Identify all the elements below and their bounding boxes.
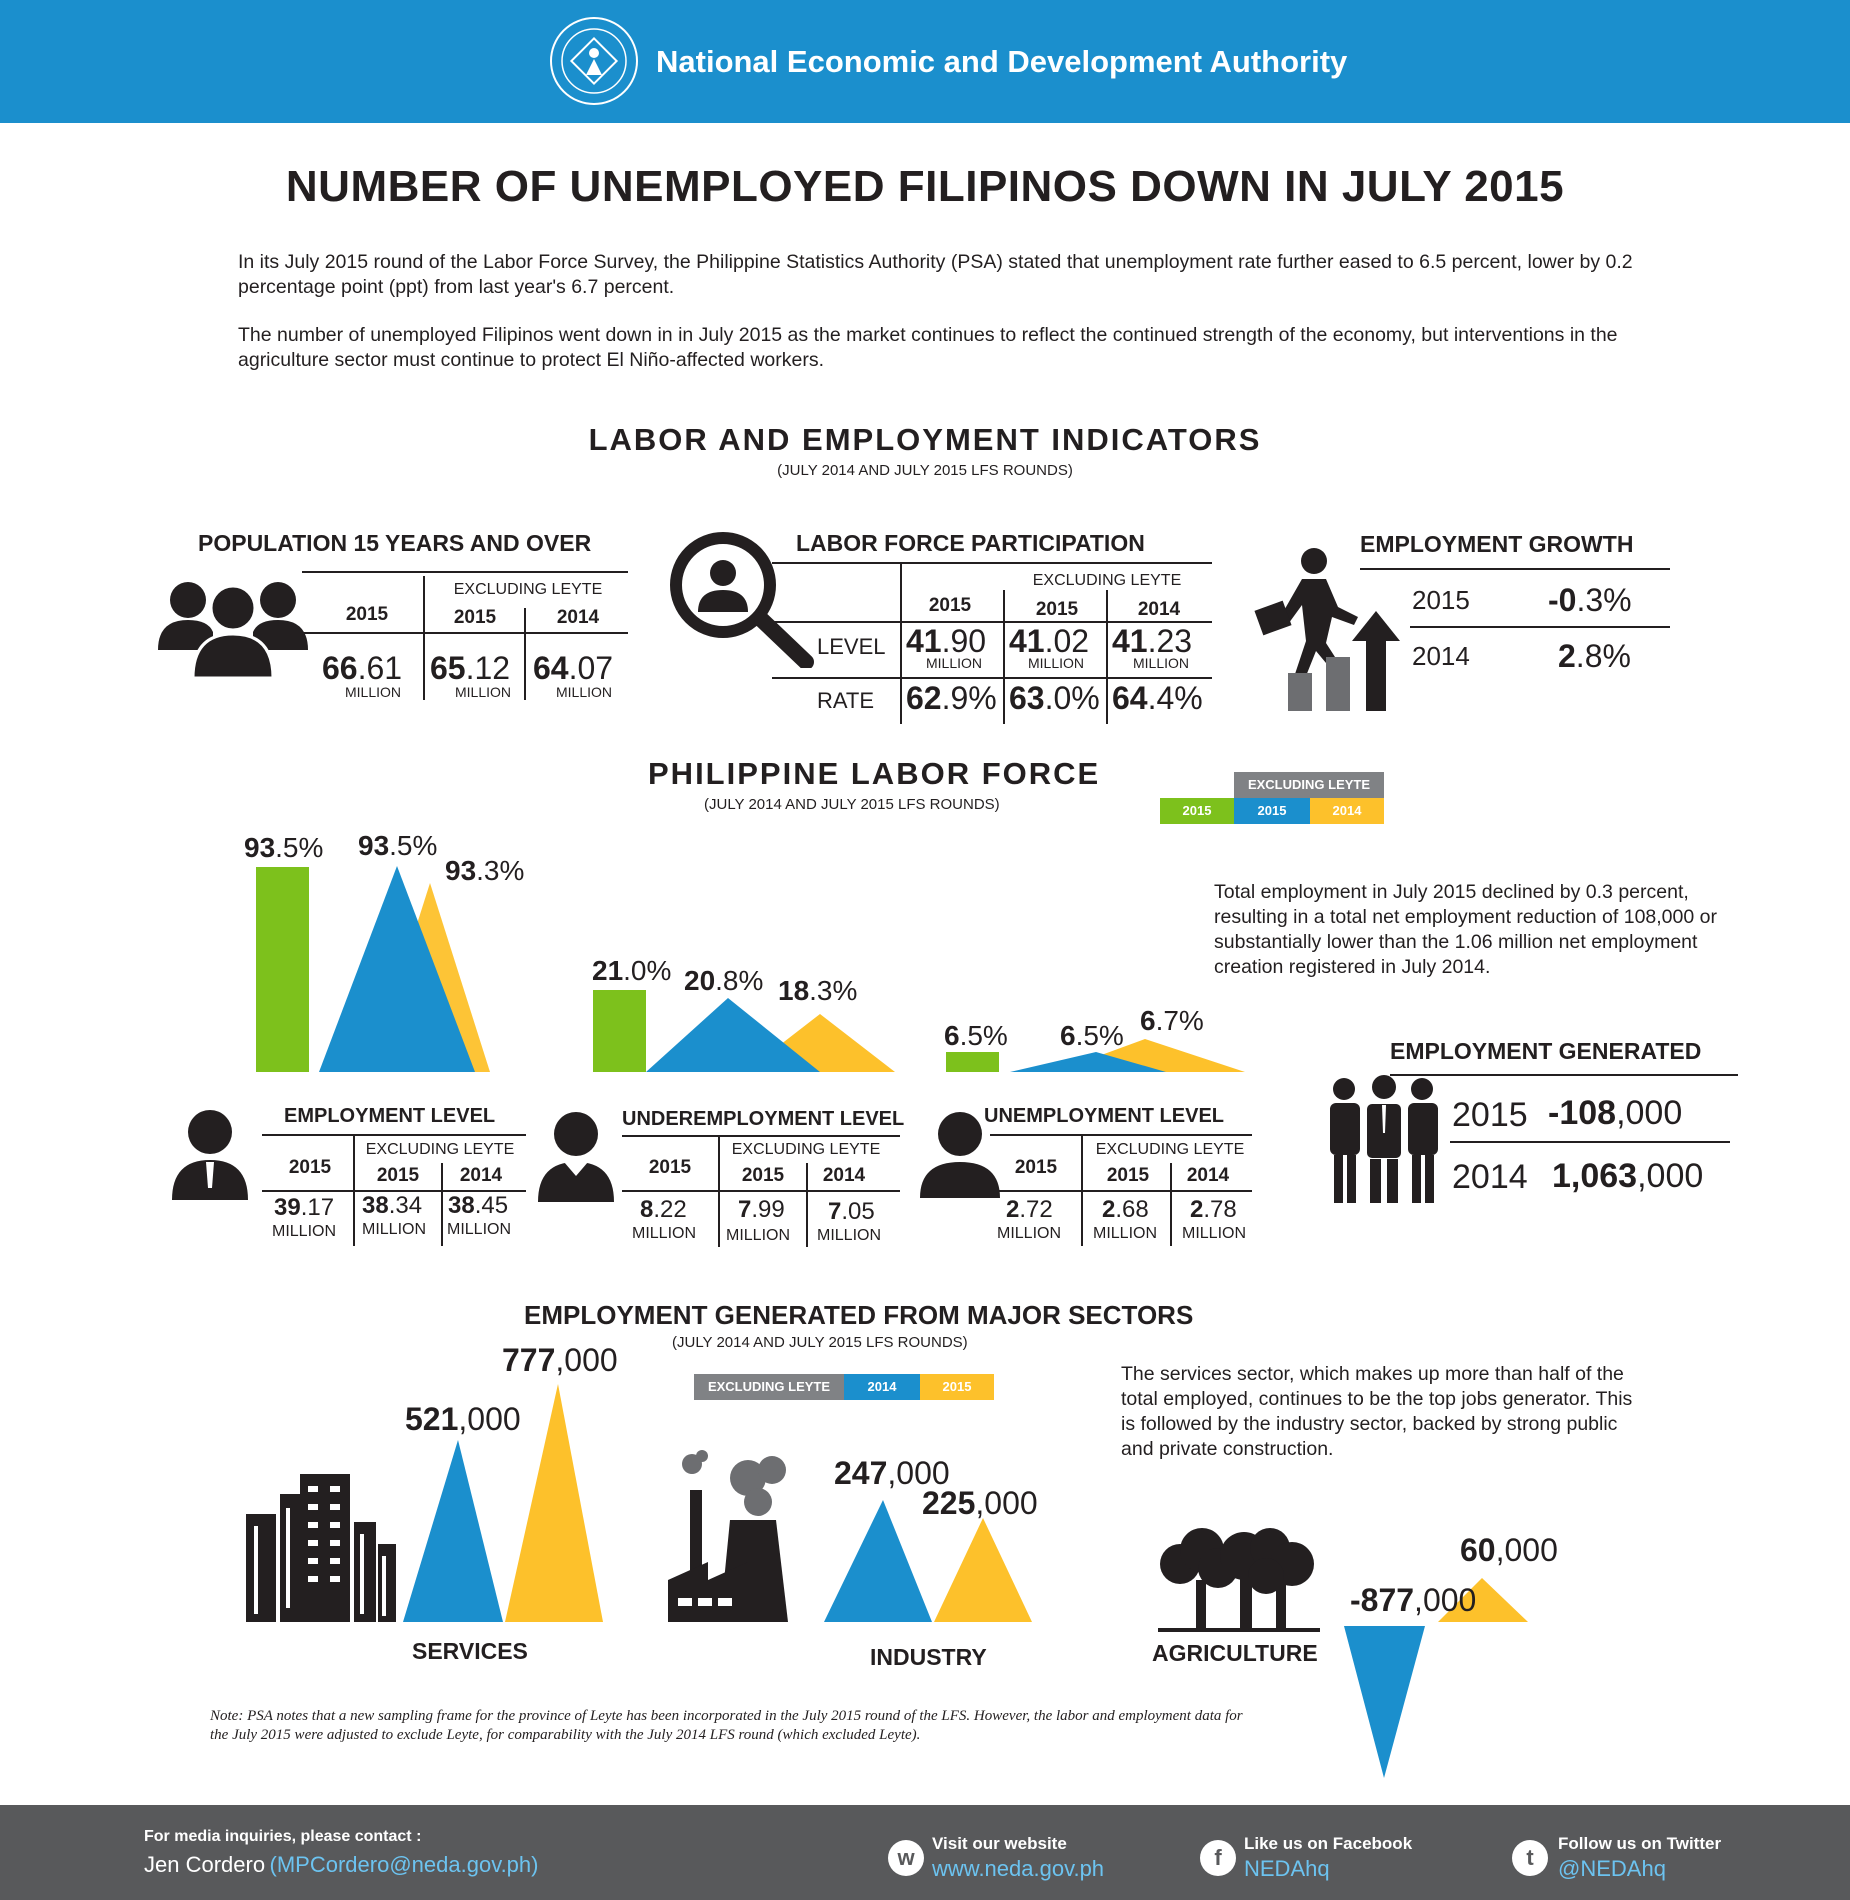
website-icon: w bbox=[888, 1840, 924, 1876]
underemployment-value-2: 7.99 bbox=[738, 1196, 785, 1223]
population-title: POPULATION 15 YEARS AND OVER bbox=[198, 530, 592, 556]
industry-triangle-2015 bbox=[934, 1518, 1032, 1622]
website-label: Visit our website bbox=[932, 1834, 1067, 1853]
participation-unit-2: MILLION bbox=[1028, 655, 1085, 671]
page-title: NUMBER OF UNEMPLOYED FILIPINOS DOWN IN JULY 2015 bbox=[285, 162, 1565, 211]
employment-level-title: EMPLOYMENT LEVEL bbox=[284, 1105, 496, 1127]
participation-excluding-label: EXCLUDING LEYTE bbox=[1032, 572, 1182, 589]
agriculture-triangle-2014 bbox=[1344, 1626, 1425, 1778]
facebook-icon: f bbox=[1200, 1840, 1236, 1876]
services-value-2015: 777,000 bbox=[502, 1342, 618, 1378]
agriculture-value-2014: -877,000 bbox=[1350, 1582, 1477, 1618]
population-unit-2: MILLION bbox=[455, 684, 512, 700]
participation-level-label: LEVEL bbox=[817, 634, 886, 659]
employment-pct-2014-excl: 93.3% bbox=[445, 855, 525, 886]
contact-email-link[interactable]: (MPCordero@neda.gov.ph) bbox=[269, 1852, 539, 1877]
underemployment-pct-2015: 21.0% bbox=[592, 955, 672, 986]
services-value-2014: 521,000 bbox=[405, 1401, 521, 1437]
emp-generated-title: EMPLOYMENT GENERATED bbox=[1390, 1038, 1702, 1064]
sectors-legend-2015: 2015 bbox=[920, 1374, 994, 1400]
employment-pct-2015-excl: 93.5% bbox=[358, 830, 438, 861]
growth-title: EMPLOYMENT GROWTH bbox=[1360, 531, 1634, 557]
unemployment-value-2: 2.68 bbox=[1102, 1196, 1149, 1223]
employment-excluding-label: EXCLUDING LEYTE bbox=[365, 1141, 515, 1158]
employment-pct-2015: 93.5% bbox=[244, 832, 324, 863]
employment-value-3: 38.45 bbox=[448, 1192, 509, 1219]
sectors-subtitle: (JULY 2014 AND JULY 2015 LFS ROUNDS) bbox=[672, 1334, 968, 1351]
group-people-icon bbox=[158, 570, 308, 680]
unemployment-pct-2015-excl: 6.5% bbox=[1060, 1020, 1124, 1051]
participation-rate-2: 63.0% bbox=[1009, 680, 1100, 716]
population-year-3: 2014 bbox=[556, 607, 600, 628]
unemployment-unit-3: MILLION bbox=[1182, 1225, 1247, 1242]
facebook-link[interactable]: NEDAhq bbox=[1244, 1856, 1330, 1881]
population-excluding-label: EXCLUDING LEYTE bbox=[453, 581, 603, 598]
media-contact bbox=[144, 1852, 538, 1878]
growth-value-2014: 2.8% bbox=[1558, 638, 1631, 674]
participation-unit-3: MILLION bbox=[1133, 655, 1190, 671]
underemployment-year-3: 2014 bbox=[822, 1165, 866, 1186]
unemployment-year-2: 2015 bbox=[1106, 1165, 1150, 1186]
underemployment-pct-2015-excl: 20.8% bbox=[684, 965, 764, 996]
population-value-3: 64.07 bbox=[533, 650, 614, 686]
facebook-label: Like us on Facebook bbox=[1244, 1834, 1413, 1853]
climbing-man-icon bbox=[1252, 545, 1402, 713]
agriculture-label: AGRICULTURE bbox=[1152, 1640, 1318, 1666]
participation-rate-1: 62.9% bbox=[906, 680, 997, 716]
indicators-subtitle: (JULY 2014 AND JULY 2015 LFS ROUNDS) bbox=[777, 462, 1073, 479]
magnifier-person-icon bbox=[666, 528, 816, 668]
website-link[interactable]: www.neda.gov.ph bbox=[932, 1856, 1105, 1881]
labor-force-subtitle: (JULY 2014 AND JULY 2015 LFS ROUNDS) bbox=[704, 796, 1000, 813]
participation-rate-3: 64.4% bbox=[1112, 680, 1203, 716]
industry-value-2015: 225,000 bbox=[922, 1485, 1038, 1521]
twitter-link[interactable]: @NEDAhq bbox=[1558, 1856, 1666, 1881]
sectors-legend-2014: 2014 bbox=[844, 1374, 920, 1400]
person-icon bbox=[536, 1110, 616, 1202]
growth-year-2014: 2014 bbox=[1412, 641, 1470, 671]
services-triangle-2014 bbox=[403, 1440, 503, 1622]
workers-group-icon bbox=[1324, 1075, 1444, 1205]
employment-unit-2: MILLION bbox=[362, 1221, 427, 1238]
population-year-1: 2015 bbox=[345, 604, 389, 625]
agency-name: National Economic and Development Authority bbox=[656, 44, 1348, 79]
participation-year-3: 2014 bbox=[1137, 599, 1181, 620]
participation-year-2: 2015 bbox=[1035, 599, 1079, 620]
footnote: Note: PSA notes that a new sampling frame for the province of Leyte has been incorporated in the July 2015 round of the LFS. However, the labor and employment data for the July 2015 were adjusted to exclude Leyte, for comparability with the July 2014 LFS round (which excluded Leyte). bbox=[210, 1708, 1243, 1743]
employment-marks bbox=[256, 866, 490, 1072]
employment-unit-3: MILLION bbox=[447, 1221, 512, 1238]
neda-seal-icon bbox=[548, 15, 640, 107]
sectors-title: EMPLOYMENT GENERATED FROM MAJOR SECTORS bbox=[524, 1300, 1194, 1330]
services-label: SERVICES bbox=[412, 1638, 528, 1664]
labor-force-text: Total employment in July 2015 declined by 0.3 percent, resulting in a total net employment reduction of 108,000 or substantially lower than the 1.06 million net employment creation registered in July 2014. bbox=[1214, 881, 1717, 978]
buildings-icon bbox=[246, 1474, 396, 1622]
underemployment-year-1: 2015 bbox=[648, 1157, 692, 1178]
participation-rate-label: RATE bbox=[817, 688, 875, 713]
population-value-1: 66.61 bbox=[322, 650, 403, 686]
emp-generated-year-2015: 2015 bbox=[1452, 1096, 1528, 1134]
unemployment-unit-1: MILLION bbox=[997, 1225, 1062, 1242]
indicators-title: LABOR AND EMPLOYMENT INDICATORS bbox=[588, 422, 1262, 457]
industry-label: INDUSTRY bbox=[870, 1644, 987, 1670]
growth-year-2015: 2015 bbox=[1412, 585, 1470, 615]
emp-generated-value-2014: 1,063,000 bbox=[1552, 1157, 1704, 1195]
sectors-legend-excluding: EXCLUDING LEYTE bbox=[694, 1374, 844, 1400]
sectors-text: The services sector, which makes up more than half of the total employed, continues to be the top jobs generator. This is followed by the industry sector, backed by strong public and private construction. bbox=[1121, 1363, 1633, 1460]
employment-unit-1: MILLION bbox=[272, 1223, 337, 1240]
contact-name: Jen Cordero bbox=[144, 1852, 266, 1877]
population-value-2: 65.12 bbox=[430, 650, 511, 686]
employment-value-1: 39.17 bbox=[274, 1194, 335, 1221]
intro-paragraph-1: In its July 2015 round of the Labor Force Survey, the Philippine Statistics Authority (PSA) stated that unemployment rate further eased to 6.5 percent, lower by 0.2 percentage point (ppt) from last year's 6.7 percent. bbox=[238, 251, 1633, 298]
industry-value-2014: 247,000 bbox=[834, 1455, 950, 1491]
employment-bar-2015 bbox=[256, 867, 309, 1072]
participation-level-3: 41.23 bbox=[1112, 623, 1193, 659]
twitter-icon: t bbox=[1512, 1840, 1548, 1876]
industry-triangle-2014 bbox=[824, 1500, 932, 1622]
unemployment-year-3: 2014 bbox=[1186, 1165, 1230, 1186]
employment-year-2: 2015 bbox=[376, 1165, 420, 1186]
unemployment-pct-2015: 6.5% bbox=[944, 1020, 1008, 1051]
unemployment-value-1: 2.72 bbox=[1006, 1196, 1053, 1223]
unemployment-bar-2015 bbox=[946, 1052, 999, 1072]
participation-title: LABOR FORCE PARTICIPATION bbox=[796, 530, 1145, 556]
participation-level-1: 41.90 bbox=[906, 623, 987, 659]
underemployment-unit-3: MILLION bbox=[817, 1227, 882, 1244]
population-year-2: 2015 bbox=[453, 607, 497, 628]
unemployment-excluding-label: EXCLUDING LEYTE bbox=[1095, 1141, 1245, 1158]
participation-year-1: 2015 bbox=[928, 595, 972, 616]
employment-value-2: 38.34 bbox=[362, 1192, 423, 1219]
unemployment-level-title: UNEMPLOYMENT LEVEL bbox=[984, 1105, 1225, 1127]
participation-level-2: 41.02 bbox=[1009, 623, 1090, 659]
employment-year-1: 2015 bbox=[288, 1157, 332, 1178]
legend-2015-green: 2015 bbox=[1160, 798, 1234, 824]
participation-unit-1: MILLION bbox=[926, 655, 983, 671]
agriculture-value-2015: 60,000 bbox=[1460, 1532, 1558, 1568]
underemployment-excluding-label: EXCLUDING LEYTE bbox=[731, 1141, 881, 1158]
intro-paragraph-2: The number of unemployed Filipinos went down in in July 2015 as the market continues to reflect the continued strength of the economy, but interventions in the agriculture sector must continue to protect El Niño-affected workers. bbox=[238, 324, 1618, 371]
emp-generated-value-2015: -108,000 bbox=[1548, 1094, 1683, 1132]
underemployment-value-3: 7.05 bbox=[828, 1198, 875, 1225]
underemployment-value-1: 8.22 bbox=[640, 1196, 687, 1223]
unemployment-value-3: 2.78 bbox=[1190, 1196, 1237, 1223]
underemployment-year-2: 2015 bbox=[741, 1165, 785, 1186]
growth-value-2015: -0.3% bbox=[1548, 582, 1632, 618]
employment-year-3: 2014 bbox=[459, 1165, 503, 1186]
underemployment-pct-2014-excl: 18.3% bbox=[778, 975, 858, 1006]
underemployment-unit-2: MILLION bbox=[726, 1227, 791, 1244]
emp-generated-year-2014: 2014 bbox=[1452, 1158, 1528, 1196]
population-unit-1: MILLION bbox=[345, 684, 402, 700]
underemployment-level-title: UNDEREMPLOYMENT LEVEL bbox=[622, 1108, 905, 1130]
legend-excluding-leyte: EXCLUDING LEYTE bbox=[1234, 772, 1384, 798]
labor-force-title: PHILIPPINE LABOR FORCE bbox=[648, 756, 1101, 791]
person-tie-icon bbox=[170, 1108, 250, 1200]
legend-2014-yellow: 2014 bbox=[1310, 798, 1384, 824]
legend-2015-blue: 2015 bbox=[1234, 798, 1310, 824]
underemployment-unit-1: MILLION bbox=[632, 1225, 697, 1242]
underemployment-bar-2015 bbox=[593, 990, 646, 1072]
population-unit-3: MILLION bbox=[556, 684, 613, 700]
twitter-label: Follow us on Twitter bbox=[1558, 1834, 1722, 1853]
unemployment-unit-2: MILLION bbox=[1093, 1225, 1158, 1242]
media-label: For media inquiries, please contact : bbox=[144, 1828, 422, 1845]
unemployment-pct-2014-excl: 6.7% bbox=[1140, 1005, 1204, 1036]
unemployment-year-1: 2015 bbox=[1014, 1157, 1058, 1178]
